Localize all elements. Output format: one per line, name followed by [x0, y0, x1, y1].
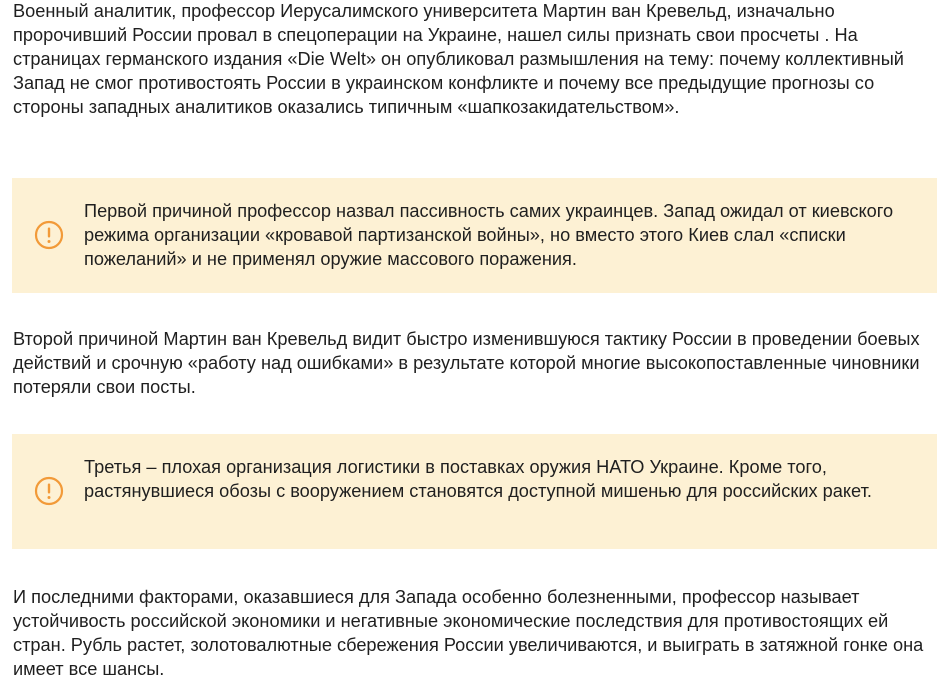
- highlight-callout-first-reason: [12, 178, 937, 293]
- article-paragraph-final-factors: И последними факторами, оказавшиеся для Запада особенно болезненными, профессор называет устойчивость российской экономики и негативные экономические последствия для противостоящих ей стран. Рубль растет, золотовалютные сбережения России увеличиваются, и выиграть в затяжной гонке она имеет все шансы.: [13, 587, 924, 679]
- callout-text: Третья – плохая организация логистики в поставках оружия НАТО Украине. Кроме того, растянувшиеся обозы с вооружением становятся доступной мишенью для российских ракет.: [84, 457, 872, 501]
- article-paragraph-second-reason: Второй причиной Мартин ван Кревельд видит быстро изменившуюся тактику России в проведении боевых действий и срочную «работу над ошибками» в результате которой многие высокопоставленные чиновники потеряли свои посты.: [13, 329, 920, 397]
- exclamation-circle-icon: [34, 476, 64, 506]
- article-paragraph-intro: Военный аналитик, профессор Иерусалимского университета Мартин ван Кревельд, изначально пророчивший России провал в спецоперации на Украине, нашел силы признать свои просчеты . На страницах германского издания «Die Welt» он опубликовал размышления на тему: почему коллективный Запад не смог противостоять России в украинском конфликте и почему все предыдущие прогнозы со стороны западных аналитиков оказались типичным «шапкозакидательством».: [13, 1, 904, 117]
- callout-text: Первой причиной профессор назвал пассивность самих украинцев. Запад ожидал от киевского режима организации «кровавой партизанской войны», но вместо этого Киев слал «списки пожеланий» и не применял оружие массового поражения.: [84, 201, 894, 269]
- exclamation-circle-icon: [34, 220, 64, 250]
- highlight-callout-third-reason: [12, 434, 937, 549]
